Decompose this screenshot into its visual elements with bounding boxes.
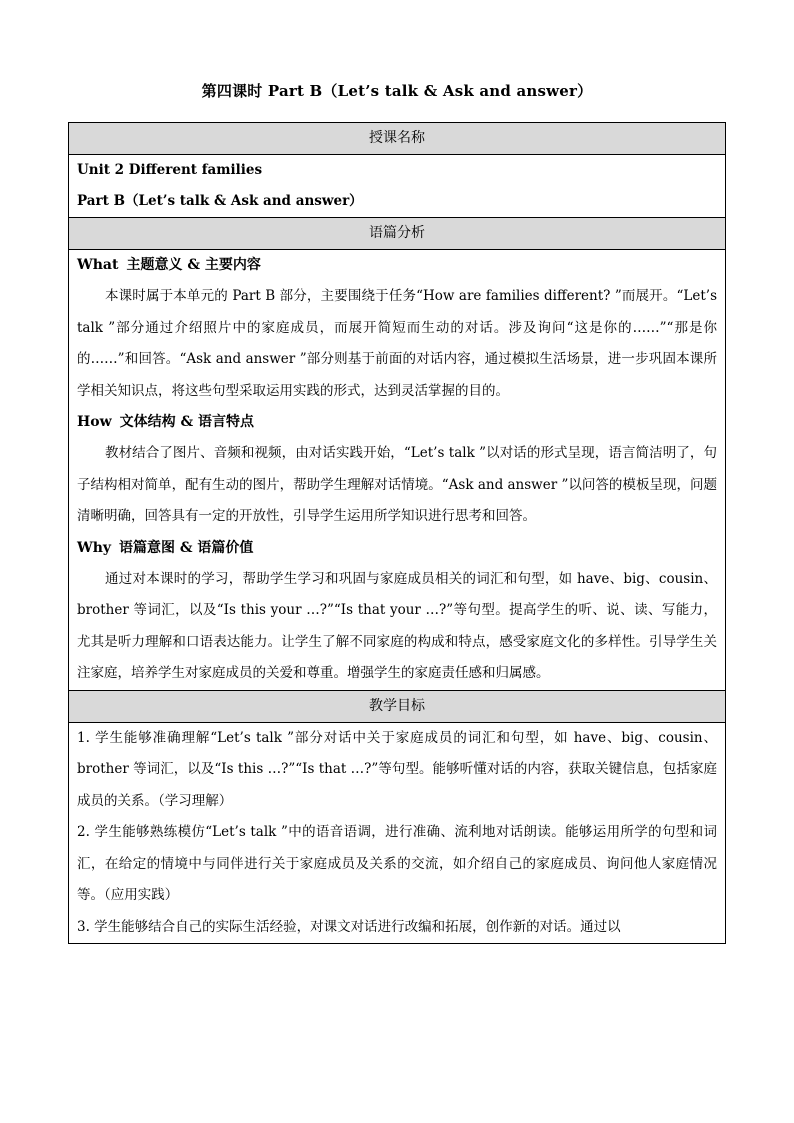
what-heading-en: What	[77, 257, 119, 273]
how-heading-cn: 文体结构 & 语言特点	[119, 414, 255, 430]
part-name: Part B（Let’s talk & Ask and answer）	[77, 193, 363, 209]
page-title: 第四课时 Part B（Let’s talk & Ask and answer）	[201, 82, 593, 100]
course-name-cell	[69, 155, 726, 218]
what-heading	[77, 250, 717, 281]
objective-item: 3. 学生能够结合自己的实际生活经验，对课文对话进行改编和拓展，创作新的对话。通过以	[77, 918, 621, 935]
why-paragraph: 通过对本课时的学习，帮助学生学习和巩固与家庭成员相关的词汇和句型，如 have、big、cousin、brother 等词汇，以及“Is this your …?”“Is that your …?”等句型。提高学生的听、说、读、写能力，尤其是听力理解和口语表达能力。让学生了解不同家庭的构成和特点，感受家庭文化的多样性。引导学生关注家庭，培养学生对家庭成员的关爱和尊重。增强学生的家庭责任感和归属感。	[77, 570, 717, 681]
how-heading-en: How	[77, 414, 112, 430]
why-heading	[77, 533, 717, 564]
how-paragraph: 教材结合了图片、音频和视频，由对话实践开始，“Let’s talk ”以对话的形式呈现，语言简洁明了，句子结构相对简单，配有生动的图片，帮助学生理解对话情境。“Ask and answer ”以问答的模板呈现，问题清晰明确，回答具有一定的开放性，引导学生运用所学知识进行思考和回答。	[77, 445, 717, 524]
course-name-header: 授课名称	[69, 123, 726, 155]
objectives-cell	[69, 722, 726, 944]
why-heading-en: Why	[77, 539, 112, 556]
objective-item: 1. 学生能够准确理解“Let’s talk ”部分对话中关于家庭成员的词汇和句型，如 have、big、cousin、brother 等词汇，以及“Is this …?”“Is that …?”等句型。能够听懂对话的内容，获取关键信息，包括家庭成员的关系。（学习理解）	[77, 729, 717, 809]
objectives-header: 教学目标	[69, 690, 726, 722]
text-analysis-header: 语篇分析	[69, 218, 726, 250]
lesson-plan-table	[68, 122, 726, 944]
unit-name: Unit 2 Different families	[77, 162, 263, 178]
text-analysis-cell	[69, 250, 726, 691]
what-paragraph: 本课时属于本单元的 Part B 部分，主要围绕于任务“How are families different? ”而展开。“Let’s talk ”部分通过介绍照片中的家庭成员，而展开简短而生动的对话。涉及询问“这是你的……”“那是你的……”和回答。“Ask and answer ”部分则基于前面的对话内容，通过模拟生活场景，进一步巩固本课所学相关知识点，将这些句型采取运用实践的形式，达到灵活掌握的目的。	[77, 288, 717, 399]
objective-item: 2. 学生能够熟练模仿“Let’s talk ”中的语音语调，进行准确、流利地对话朗读。能够运用所学的句型和词汇，在给定的情境中与同伴进行关于家庭成员及关系的交流，如介绍自己的家庭成员、询问他人家庭情况等。（应用实践）	[77, 824, 717, 903]
why-heading-cn: 语篇意图 & 语篇价值	[119, 539, 254, 556]
how-heading	[77, 407, 717, 438]
what-heading-cn: 主题意义 & 主要内容	[126, 257, 261, 273]
